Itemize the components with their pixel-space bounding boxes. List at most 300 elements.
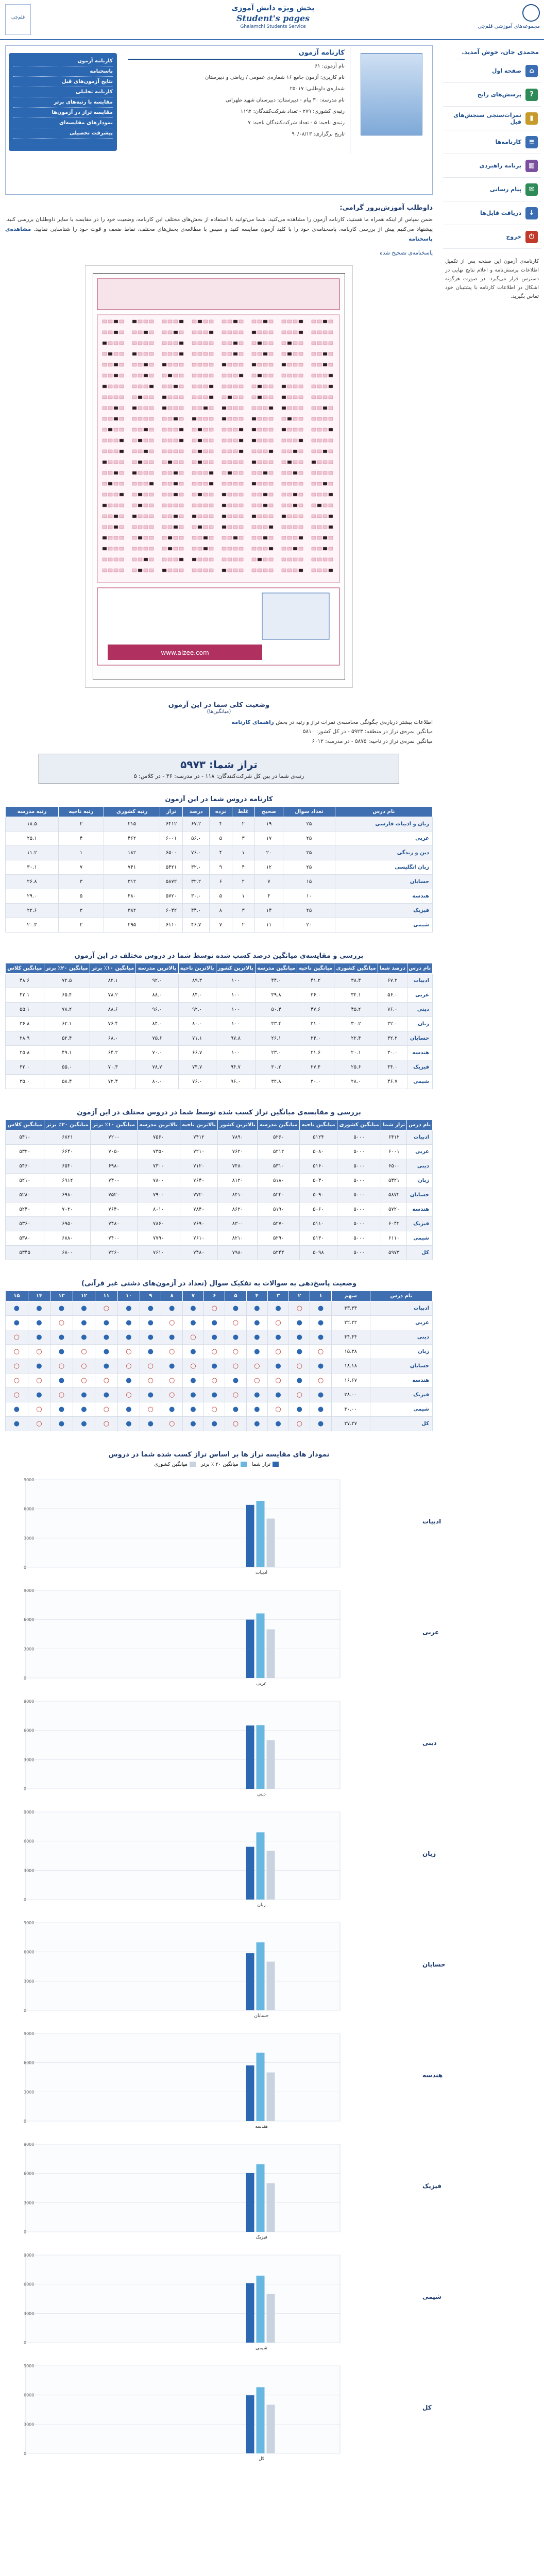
bar-0 <box>246 2065 254 2121</box>
table-cell: ● <box>6 1417 28 1431</box>
table-cell: ۵۱۶۰ <box>300 1159 337 1174</box>
table-cell: ۳۳.۳۳ <box>331 1301 370 1316</box>
table-cell: ○ <box>28 1402 50 1417</box>
chart-title: ادبیات <box>422 1518 441 1526</box>
sidebar-item-6[interactable] <box>443 201 541 225</box>
sidebar-item-7[interactable] <box>443 225 541 249</box>
answer-bubble <box>198 331 202 334</box>
column-header: میانگین ناحیه <box>300 1120 337 1130</box>
answer-bubble <box>174 352 178 355</box>
table-cell: ۷۷۲۰ <box>180 1188 218 1202</box>
report-link-1[interactable]: پاسخنامه <box>13 66 113 77</box>
answer-bubble <box>179 450 183 453</box>
answer-bubble <box>233 569 237 572</box>
intro-title: داوطلب آموزش‌پرور گرامی: <box>339 204 433 212</box>
answer-bubble <box>132 320 137 323</box>
answer-bubble <box>323 536 327 539</box>
answer-bubble <box>108 439 112 442</box>
answer-bubble <box>168 374 172 377</box>
sidebar-menu <box>443 59 541 249</box>
answer-bubble <box>114 342 118 345</box>
answer-bubble <box>222 342 226 345</box>
table-cell[interactable]: حسابان <box>370 1359 432 1374</box>
report-link-6[interactable]: نمودارهای مقایسه‌ای <box>13 118 113 128</box>
table-cell[interactable]: کل <box>370 1417 432 1431</box>
answer-bubble <box>162 439 166 442</box>
answer-bubble <box>282 385 286 388</box>
table-cell[interactable]: هندسه <box>407 1046 432 1060</box>
y-tick-label: 6000 <box>24 2171 35 2176</box>
table-cell: ● <box>117 1374 140 1388</box>
table-cell: ۵۰۰۰ <box>337 1231 381 1246</box>
table-cell[interactable]: شیمی <box>335 918 432 933</box>
table-cell[interactable]: زبان انگلیسی <box>335 860 432 875</box>
answer-bubble <box>168 363 172 366</box>
table-cell[interactable]: فیزیک <box>407 1217 433 1231</box>
bar-1 <box>257 1501 265 1567</box>
table-cell: ● <box>246 1402 267 1417</box>
table-header-row <box>6 1291 433 1301</box>
answer-bubble <box>233 385 237 388</box>
table-cell[interactable]: کل <box>407 1246 433 1260</box>
answer-bubble <box>108 526 112 529</box>
answer-bubble <box>233 471 237 474</box>
table-cell[interactable]: زبان <box>407 1017 432 1031</box>
answer-bubble <box>120 385 124 388</box>
welcome-text: محمدی جان، خوش آمدید. <box>443 45 541 59</box>
table-cell: ۷۴۸۰ <box>180 1246 218 1260</box>
answer-bubble <box>299 504 303 507</box>
table-cell: ۷۴۱ <box>104 860 160 875</box>
table-cell[interactable]: ادبیات <box>407 974 432 988</box>
table-cell: ۱۲ <box>254 860 283 875</box>
table-cell: ۳۹.۸ <box>256 988 297 1003</box>
sidebar-item-3[interactable] <box>443 130 541 154</box>
answer-bubble <box>162 569 166 572</box>
table-cell[interactable]: دین و زندگی <box>335 846 432 860</box>
table-cell: ۸ <box>210 904 232 918</box>
table-cell[interactable]: شیمی <box>407 1075 432 1089</box>
answer-bubble <box>258 536 262 539</box>
answer-bubble <box>329 482 333 485</box>
table-cell: ۷۰۵۰ <box>91 1145 137 1159</box>
table-cell: ۷۲۶۰ <box>91 1246 137 1260</box>
answer-bubble <box>168 450 172 453</box>
table-cell: ۳۰.۰ <box>297 1075 334 1089</box>
table-cell: ۵۰۹۸ <box>300 1246 337 1260</box>
answer-bubble <box>108 385 112 388</box>
table-cell[interactable]: زبان <box>370 1345 432 1359</box>
table-cell: ۷۴۰۰ <box>91 1231 137 1246</box>
answer-bubble <box>162 471 166 474</box>
table-row <box>6 1159 433 1174</box>
answer-bubble <box>198 439 202 442</box>
answer-bubble <box>312 493 316 496</box>
answer-bubble <box>132 471 137 474</box>
answer-bubble <box>162 385 166 388</box>
table-cell[interactable]: فیزیک <box>407 1060 432 1075</box>
answer-bubble <box>239 385 243 388</box>
answer-bubble <box>144 450 148 453</box>
answer-bubble <box>329 363 333 366</box>
answer-bubble <box>329 504 333 507</box>
table-cell: ۸۰.۰ <box>178 1017 216 1031</box>
answer-bubble <box>162 320 166 323</box>
column-header: درصد <box>183 807 210 817</box>
table-cell[interactable]: هندسه <box>370 1374 432 1388</box>
answer-bubble <box>282 482 286 485</box>
chart-title: حسابان <box>422 1961 446 1969</box>
answer-bubble <box>282 428 286 431</box>
legend-label: میانگین کشوری <box>154 1462 188 1468</box>
table-cell: ۲۵ <box>283 860 335 875</box>
table-cell[interactable]: زبان و ادبیات فارسی <box>335 817 432 832</box>
table-cell: ۶۹۵۰ <box>44 1217 91 1231</box>
bar-0 <box>246 1847 254 1900</box>
status-title <box>5 697 433 718</box>
answer-bubble <box>103 461 107 464</box>
bar-2 <box>267 1519 275 1567</box>
column-header: ۶ <box>204 1291 225 1301</box>
answer-bubble <box>329 352 333 355</box>
answer-bubble <box>114 482 118 485</box>
table-cell[interactable]: عربی <box>370 1316 432 1330</box>
answer-bubble <box>323 439 327 442</box>
table-cell[interactable]: حسابان <box>407 1188 433 1202</box>
answer-bubble <box>203 374 208 377</box>
table-cell: ○ <box>28 1345 50 1359</box>
answer-bubble <box>103 320 107 323</box>
legend-swatch <box>241 1462 247 1467</box>
answer-bubble <box>132 428 137 431</box>
answer-bubble <box>263 396 267 399</box>
subtitle-en: Ghalamchi Students Service <box>240 24 306 29</box>
table-cell: ۹ <box>210 860 232 875</box>
answer-bubble <box>317 526 321 529</box>
table-cell[interactable]: هندسه <box>407 1202 433 1217</box>
answer-bubble <box>222 536 226 539</box>
answer-bubble <box>132 352 137 355</box>
report-link-0[interactable]: کارنامه آزمون <box>13 56 113 66</box>
answer-bubble <box>239 558 243 561</box>
answer-bubble <box>282 504 286 507</box>
table-cell: ۶۸۸۰ <box>44 1231 91 1246</box>
answer-bubble <box>258 342 262 345</box>
bar-2 <box>267 2405 275 2453</box>
table-cell: ۹۶.۰ <box>136 1003 178 1017</box>
table-cell[interactable]: حسابان <box>335 875 432 889</box>
answer-bubble <box>263 439 267 442</box>
report-link-2[interactable]: نتایج آزمون‌های قبل <box>13 77 113 87</box>
answer-bubble <box>179 385 183 388</box>
table-cell: ۵۴۶۰ <box>6 1159 44 1174</box>
answer-bubble <box>149 406 154 410</box>
answer-bubble <box>317 439 321 442</box>
answer-bubble <box>192 515 196 518</box>
table-cell: ۱۸.۱۸ <box>331 1359 370 1374</box>
sidebar-item-5[interactable] <box>443 178 541 201</box>
table-cell[interactable]: زبان <box>407 1174 433 1188</box>
bar-1 <box>257 2164 265 2232</box>
answer-bubble <box>258 558 262 561</box>
y-tick-label: 3000 <box>24 1536 35 1541</box>
answer-bubble <box>258 406 262 410</box>
table-cell: ۱۰۰ <box>216 1046 255 1060</box>
answer-bubble <box>269 471 273 474</box>
bar-1 <box>257 1614 265 1678</box>
answer-bubble <box>252 504 256 507</box>
answer-bubble <box>179 482 183 485</box>
bar-1 <box>257 1942 265 2010</box>
sidebar-item-1[interactable] <box>443 83 541 107</box>
answer-bubble <box>312 342 316 345</box>
answer-bubble <box>120 569 124 572</box>
answer-bubble <box>203 504 208 507</box>
answer-bubble <box>282 558 286 561</box>
table-cell[interactable]: فیزیک <box>370 1388 432 1402</box>
main-content <box>5 45 446 2502</box>
table-cell: ○ <box>182 1359 203 1374</box>
answer-bubble <box>263 417 267 420</box>
table-cell: ۲۵ <box>283 846 335 860</box>
table1-title: کارنامه دروس شما در این آزمون <box>165 795 273 804</box>
table-cell: ● <box>289 1330 310 1345</box>
sidebar-item-2[interactable] <box>443 107 541 130</box>
answer-bubble <box>323 547 327 550</box>
answer-bubble <box>120 493 124 496</box>
answer-bubble <box>108 331 112 334</box>
answer-bubble <box>103 374 107 377</box>
table-cell[interactable]: عربی <box>407 988 432 1003</box>
answer-bubble <box>149 439 154 442</box>
answer-bubble <box>282 515 286 518</box>
table-row <box>6 1188 433 1202</box>
column-header: میانگین مدرسه <box>256 963 297 974</box>
answer-bubble <box>168 461 172 464</box>
answer-bubble <box>198 363 202 366</box>
table-cell: ۸۳۰۰ <box>218 1217 258 1231</box>
chart-title: عربی <box>422 1629 439 1636</box>
answer-bubble <box>138 374 142 377</box>
chart-legend <box>5 1462 433 1467</box>
answer-bubble <box>263 450 267 453</box>
table-cell: ۱۴ <box>254 904 283 918</box>
answer-bubble <box>252 363 256 366</box>
report-link-4[interactable]: مقایسه با رتبه‌های برتر <box>13 97 113 108</box>
answer-bubble <box>138 417 142 420</box>
answer-bubble <box>299 363 303 366</box>
table-cell: ○ <box>6 1374 28 1388</box>
table-cell: ۱۰۰ <box>216 1003 255 1017</box>
table-cell: ۶ <box>210 875 232 889</box>
table-cell[interactable]: دینی <box>407 1159 433 1174</box>
table-cell[interactable]: دینی <box>370 1330 432 1345</box>
answer-bubble <box>120 417 124 420</box>
table-cell[interactable]: ادبیات <box>370 1301 432 1316</box>
answer-bubble <box>239 331 243 334</box>
answer-bubble <box>132 482 137 485</box>
table-cell: ● <box>50 1330 73 1345</box>
table-cell: ۵۰۰۰ <box>337 1130 381 1145</box>
table-cell[interactable]: دینی <box>407 1003 432 1017</box>
answer-bubble <box>258 547 262 550</box>
answer-bubble <box>317 504 321 507</box>
table-cell[interactable]: هندسه <box>335 889 432 904</box>
report-link-5[interactable]: مقایسه تراز در آزمون‌ها <box>13 108 113 118</box>
sidebar-item-label: پیام رسانی <box>489 186 521 193</box>
answer-bubble <box>144 504 148 507</box>
bar-0 <box>246 2173 254 2232</box>
table-cell: ۲ <box>232 817 254 832</box>
answer-bubble <box>228 461 232 464</box>
answer-bubble <box>323 461 327 464</box>
chart-frame <box>26 1590 340 1678</box>
answer-bubble <box>263 547 267 550</box>
answer-bubble <box>168 515 172 518</box>
answer-bubble <box>114 428 118 431</box>
column-header: ۸ <box>161 1291 182 1301</box>
answer-bubble <box>269 417 273 420</box>
answer-bubble <box>192 558 196 561</box>
answer-bubble <box>179 352 183 355</box>
table-cell[interactable]: شیمی <box>370 1402 432 1417</box>
answer-bubble <box>252 558 256 561</box>
table-cell: ۸۰.۰ <box>136 1075 178 1089</box>
student-photo <box>361 53 422 135</box>
answer-bubble <box>168 526 172 529</box>
ministry-logo <box>463 4 540 35</box>
report-link-3[interactable]: کارنامه تحلیلی <box>13 87 113 97</box>
answer-bubble <box>287 352 292 355</box>
answer-bubble <box>269 547 273 550</box>
answer-bubble <box>323 342 327 345</box>
answer-bubble <box>228 406 232 410</box>
table-cell: ۷۶۱۰ <box>137 1246 180 1260</box>
sidebar-item-0[interactable] <box>443 59 541 83</box>
column-header: میانگین کلاس <box>6 1120 44 1130</box>
table-cell[interactable]: عربی <box>407 1145 433 1159</box>
answer-bubble <box>174 374 178 377</box>
table-cell: ● <box>161 1301 182 1316</box>
answer-bubble <box>162 342 166 345</box>
answer-bubble <box>103 363 107 366</box>
answer-bubble <box>179 504 183 507</box>
table-cell[interactable]: شیمی <box>407 1231 433 1246</box>
y-tick-label: 9000 <box>24 2364 35 2369</box>
guide-link[interactable]: راهنمای کارنامه <box>231 719 274 725</box>
answer-bubble <box>258 331 262 334</box>
answer-bubble <box>203 428 208 431</box>
answer-bubble <box>323 396 327 399</box>
sidebar-item-label: برنامه راهبردی <box>479 162 521 169</box>
answer-bubble <box>103 536 107 539</box>
question-status-table <box>5 1291 433 1431</box>
bar-2 <box>267 2073 275 2121</box>
answer-bubble <box>239 406 243 410</box>
table-cell: ● <box>28 1388 50 1402</box>
column-header: میانگین ۲۰٪ برتر <box>44 1120 91 1130</box>
answer-bubble <box>228 504 232 507</box>
table-cell: ● <box>73 1402 95 1417</box>
answer-bubble <box>282 569 286 572</box>
table-cell: ● <box>140 1417 161 1431</box>
table-cell: ● <box>182 1345 203 1359</box>
answer-bubble <box>168 352 172 355</box>
answer-bubble <box>162 417 166 420</box>
table-cell: ۶۲.۱ <box>44 1017 90 1031</box>
column-header: نام درس <box>370 1291 432 1301</box>
table-cell: ● <box>161 1330 182 1345</box>
table-cell[interactable]: عربی <box>335 832 432 846</box>
table-cell[interactable]: ادبیات <box>407 1130 433 1145</box>
table-cell: ● <box>267 1388 288 1402</box>
answer-bubble <box>222 493 226 496</box>
table-cell: ○ <box>117 1388 140 1402</box>
table-cell: ● <box>140 1301 161 1316</box>
answer-bubble <box>222 396 226 399</box>
bar-2 <box>267 2183 275 2232</box>
answer-bubble <box>222 406 226 410</box>
answer-bubble <box>287 374 292 377</box>
answer-bubble <box>103 569 107 572</box>
sidebar-item-4[interactable] <box>443 154 541 178</box>
answer-bubble <box>192 450 196 453</box>
intro-text <box>5 215 433 244</box>
score-rank: رتبه‌ی شما در بین کل شرکت‌کنندگان: ۱۱۸ - در مدرسه: ۳۶ - در کلاس: ۵ <box>133 773 304 780</box>
table-cell[interactable]: فیزیک <box>335 904 432 918</box>
answer-bubble <box>287 558 292 561</box>
answer-bubble <box>269 504 273 507</box>
answer-bubble <box>293 320 297 323</box>
answer-bubble <box>203 363 208 366</box>
answer-bubble <box>299 526 303 529</box>
answer-bubble <box>299 331 303 334</box>
table-cell: ۲۰.۳ <box>6 918 59 933</box>
answer-sheet-link[interactable]: مشاهده‌ی پاسخنامه <box>5 226 433 242</box>
table-cell: ○ <box>73 1359 95 1374</box>
answer-bubble <box>132 536 137 539</box>
table-cell: ۵۵.۱ <box>6 1003 44 1017</box>
answer-bubble <box>192 461 196 464</box>
report-link-7[interactable]: پیشرفت تحصیلی <box>13 128 113 139</box>
table-cell: ۶۰۴۲ <box>160 904 182 918</box>
answer-bubble <box>239 439 243 442</box>
x-tick-label: کل <box>258 2456 265 2462</box>
answer-bubble <box>329 515 333 518</box>
answer-bubble <box>287 515 292 518</box>
answer-bubble <box>293 331 297 334</box>
table-cell: ۷۸۴۰ <box>180 1202 218 1217</box>
answer-bubble <box>203 417 208 420</box>
answer-bubble <box>149 342 154 345</box>
table-cell: ● <box>161 1402 182 1417</box>
answer-bubble <box>329 536 333 539</box>
column-header: رتبه مدرسه <box>6 807 59 817</box>
table-cell: ۲۰ <box>254 846 283 860</box>
table-cell: ۶۸۰۰ <box>44 1246 91 1260</box>
table-cell: ● <box>73 1388 95 1402</box>
answer-bubble <box>103 504 107 507</box>
table-cell[interactable]: حسابان <box>407 1031 432 1046</box>
table-cell: ۶۶.۷ <box>178 1046 216 1060</box>
y-tick-label: 9000 <box>24 1921 35 1926</box>
answer-bubble <box>209 385 213 388</box>
table-cell: ○ <box>50 1316 73 1330</box>
column-header: ۴ <box>246 1291 267 1301</box>
table-cell: ۲۹.۰ <box>6 889 59 904</box>
answer-bubble <box>269 406 273 410</box>
table-row <box>6 1301 433 1316</box>
